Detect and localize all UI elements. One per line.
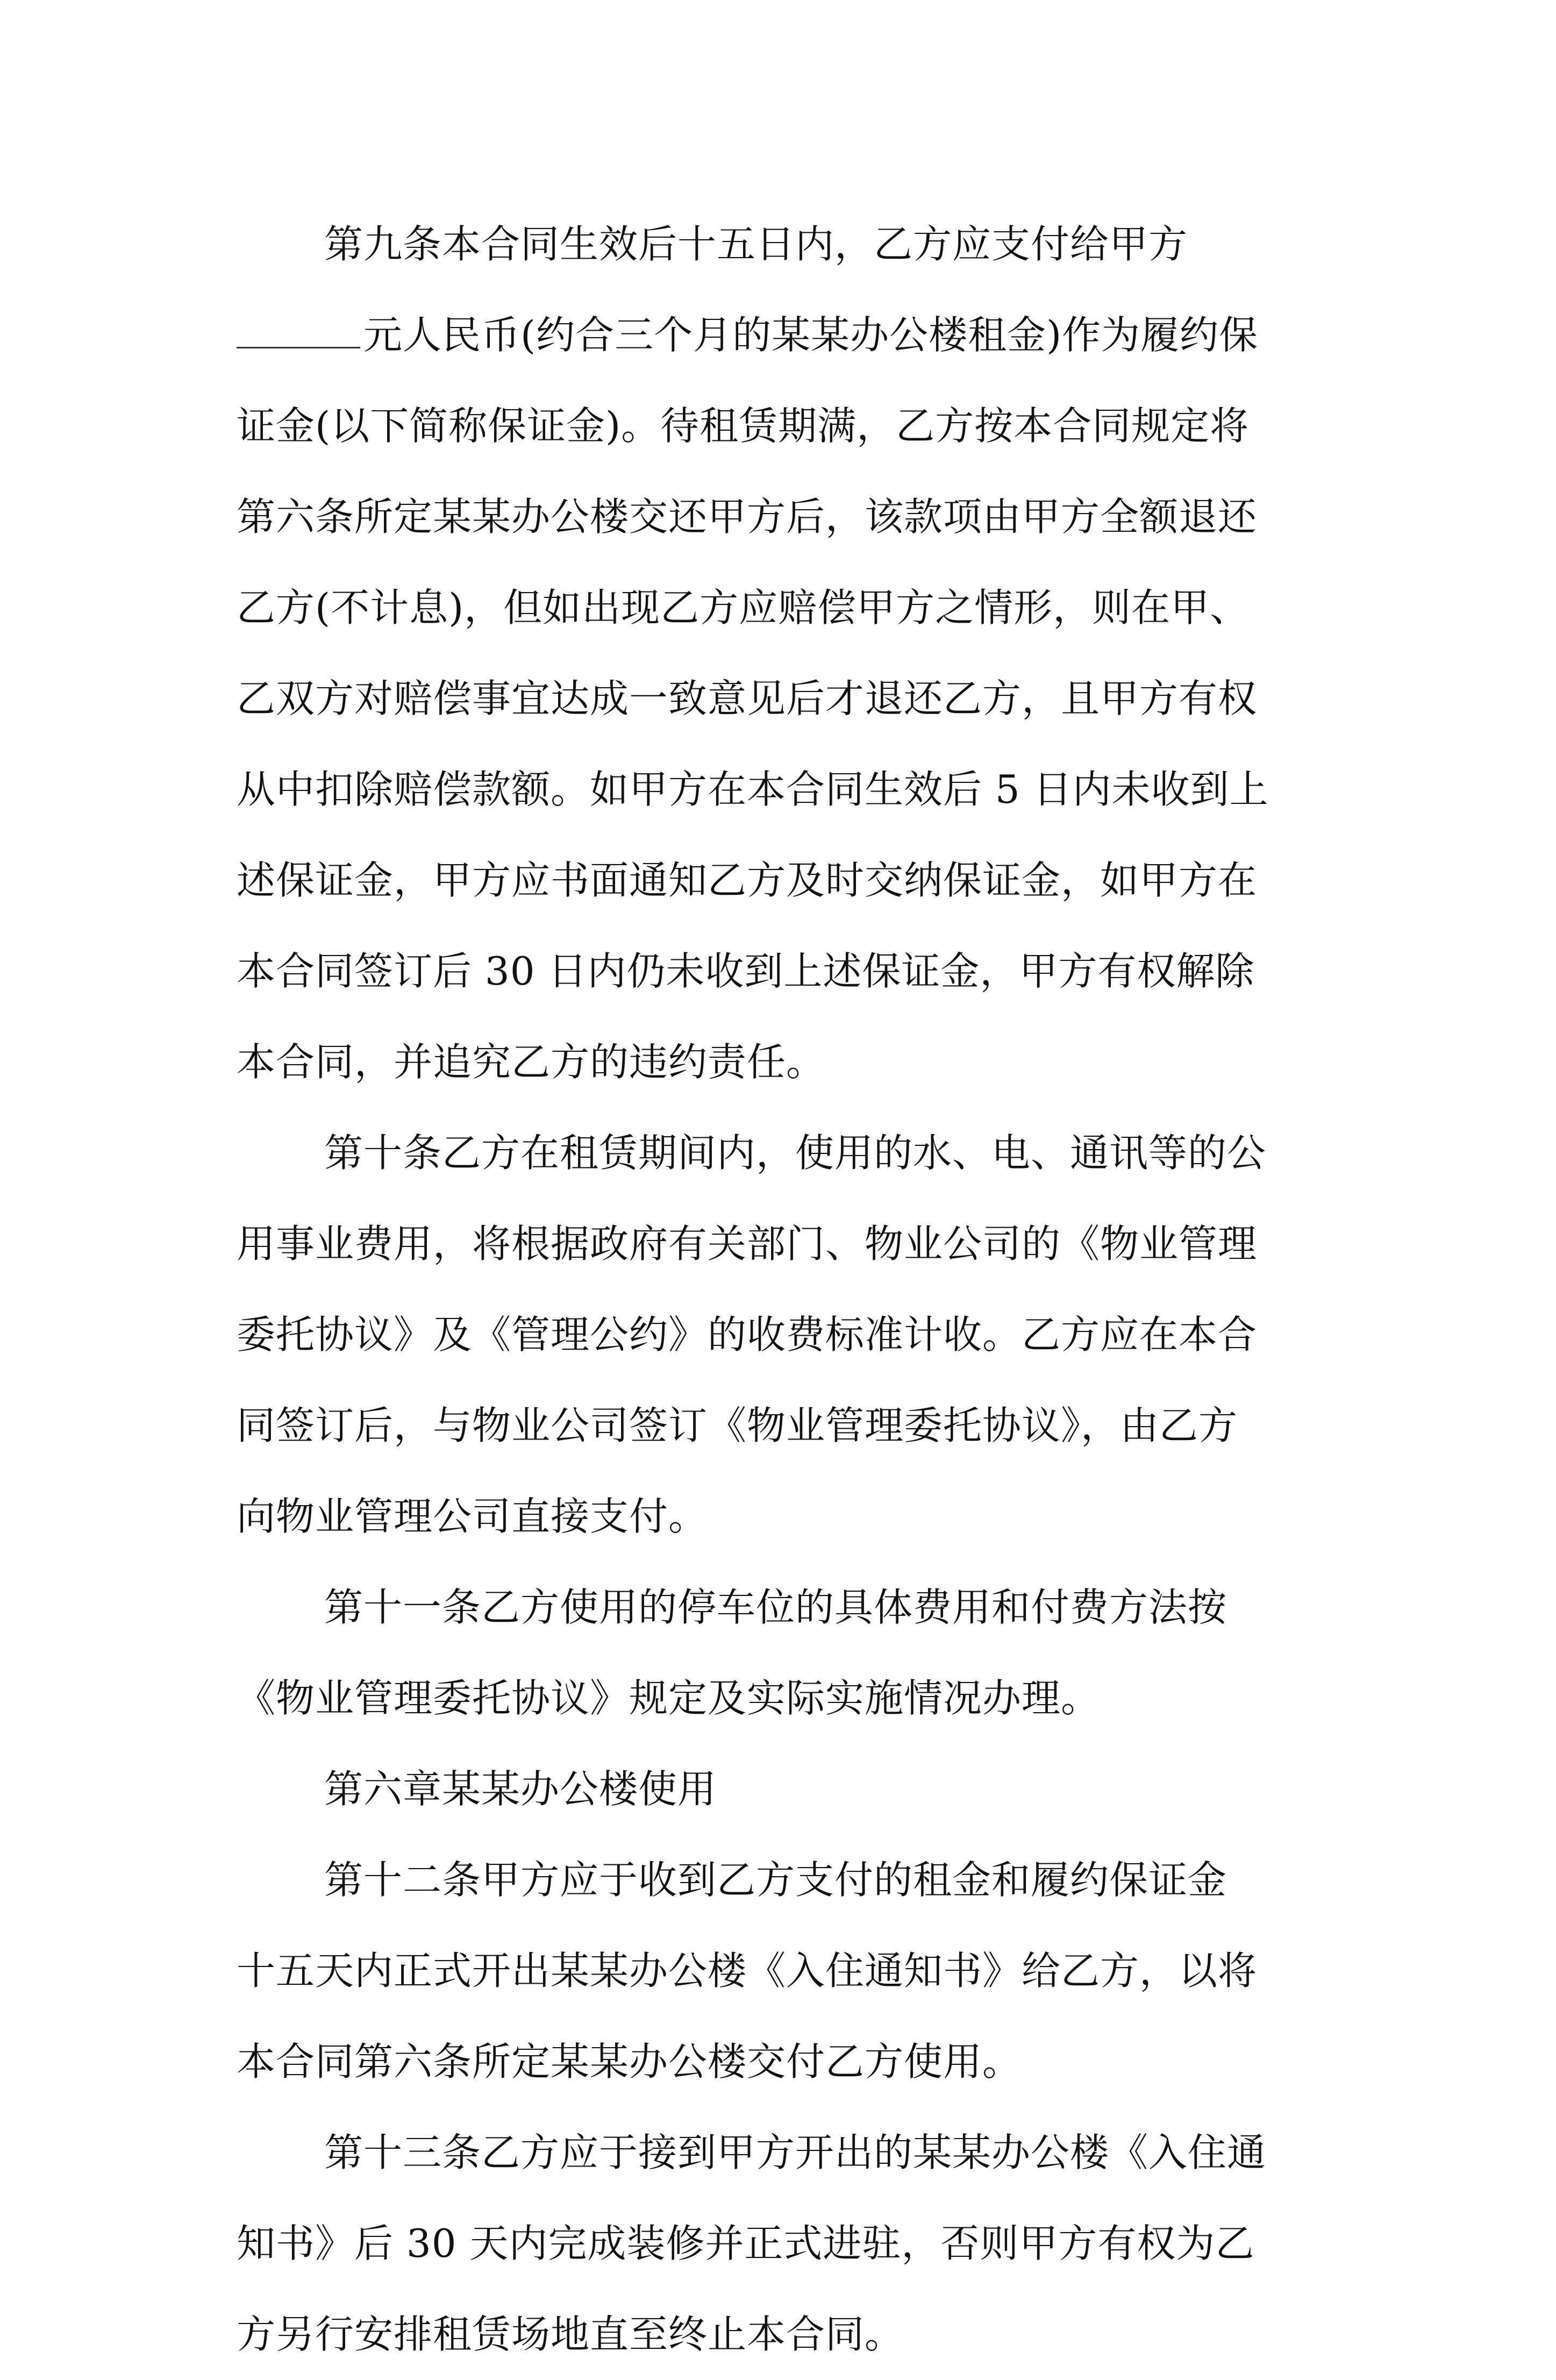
text-line: 乙双方对赔偿事宜达成一致意见后才退还乙方，且甲方有权 <box>237 676 1258 721</box>
text-line: 《物业管理委托协议》规定及实际实施情况办理。 <box>237 1676 1101 1721</box>
text-line: 第十条乙方在租赁期间内，使用的水、电、通讯等的公 <box>324 1130 1267 1175</box>
text-line: 十五天内正式开出某某办公楼《入住通知书》给乙方，以将 <box>237 1948 1258 1993</box>
article-11-paragraph <box>237 1562 1333 1744</box>
chapter-heading: 第六章某某办公楼使用 <box>324 1766 717 1812</box>
text-line: 方另行安排租赁场地直至终止本合同。 <box>237 2312 904 2357</box>
text-line: 本合同第六条所定某某办公楼交付乙方使用。 <box>237 2039 1022 2084</box>
chapter-6-heading <box>237 1744 1333 1835</box>
text-line: 用事业费用，将根据政府有关部门、物业公司的《物业管理 <box>237 1221 1258 1266</box>
text-line-with-blank <box>237 290 1333 381</box>
text-line: 第十一条乙方使用的停车位的具体费用和付费方法按 <box>324 1585 1227 1630</box>
text-line: 第十三条乙方应于接到甲方开出的某某办公楼《入住通 <box>324 2130 1267 2175</box>
text-line: 委托协议》及《管理公约》的收费标准计收。乙方应在本合 <box>237 1312 1258 1357</box>
article-13-paragraph <box>237 2107 1333 2380</box>
text-line: 从中扣除赔偿款额。如甲方在本合同生效后 5 日内未收到上 <box>237 767 1269 812</box>
text-line: 同签订后，与物业公司签订《物业管理委托协议》，由乙方 <box>237 1403 1238 1448</box>
text-line: 本合同，并追究乙方的违约责任。 <box>237 1039 826 1085</box>
article-12-paragraph <box>237 1835 1333 2107</box>
document-body <box>237 199 1333 2380</box>
text-line: 第九条本合同生效后十五日内，乙方应支付给甲方 <box>324 222 1188 267</box>
article-10-paragraph <box>237 1108 1333 1562</box>
text-line: 知书》后 30 天内完成装修并正式进驻，否则甲方有权为乙 <box>237 2221 1255 2266</box>
amount-blank <box>237 309 360 348</box>
text-line: 元人民币(约合三个月的某某办公楼租金)作为履约保 <box>363 312 1259 358</box>
article-9-paragraph <box>237 199 1333 1108</box>
text-line: 证金(以下简称保证金)。待租赁期满，乙方按本合同规定将 <box>237 403 1250 448</box>
text-line: 本合同签订后 30 日内仍未收到上述保证金，甲方有权解除 <box>237 949 1255 994</box>
text-line: 第六条所定某某办公楼交还甲方后，该款项由甲方全额退还 <box>237 494 1258 539</box>
text-line: 向物业管理公司直接支付。 <box>237 1494 708 1539</box>
text-line: 述保证金，甲方应书面通知乙方及时交纳保证金，如甲方在 <box>237 858 1258 903</box>
text-line: 乙方(不计息)，但如出现乙方应赔偿甲方之情形，则在甲、 <box>237 585 1250 630</box>
text-line: 第十二条甲方应于收到乙方支付的租金和履约保证金 <box>324 1857 1227 1902</box>
